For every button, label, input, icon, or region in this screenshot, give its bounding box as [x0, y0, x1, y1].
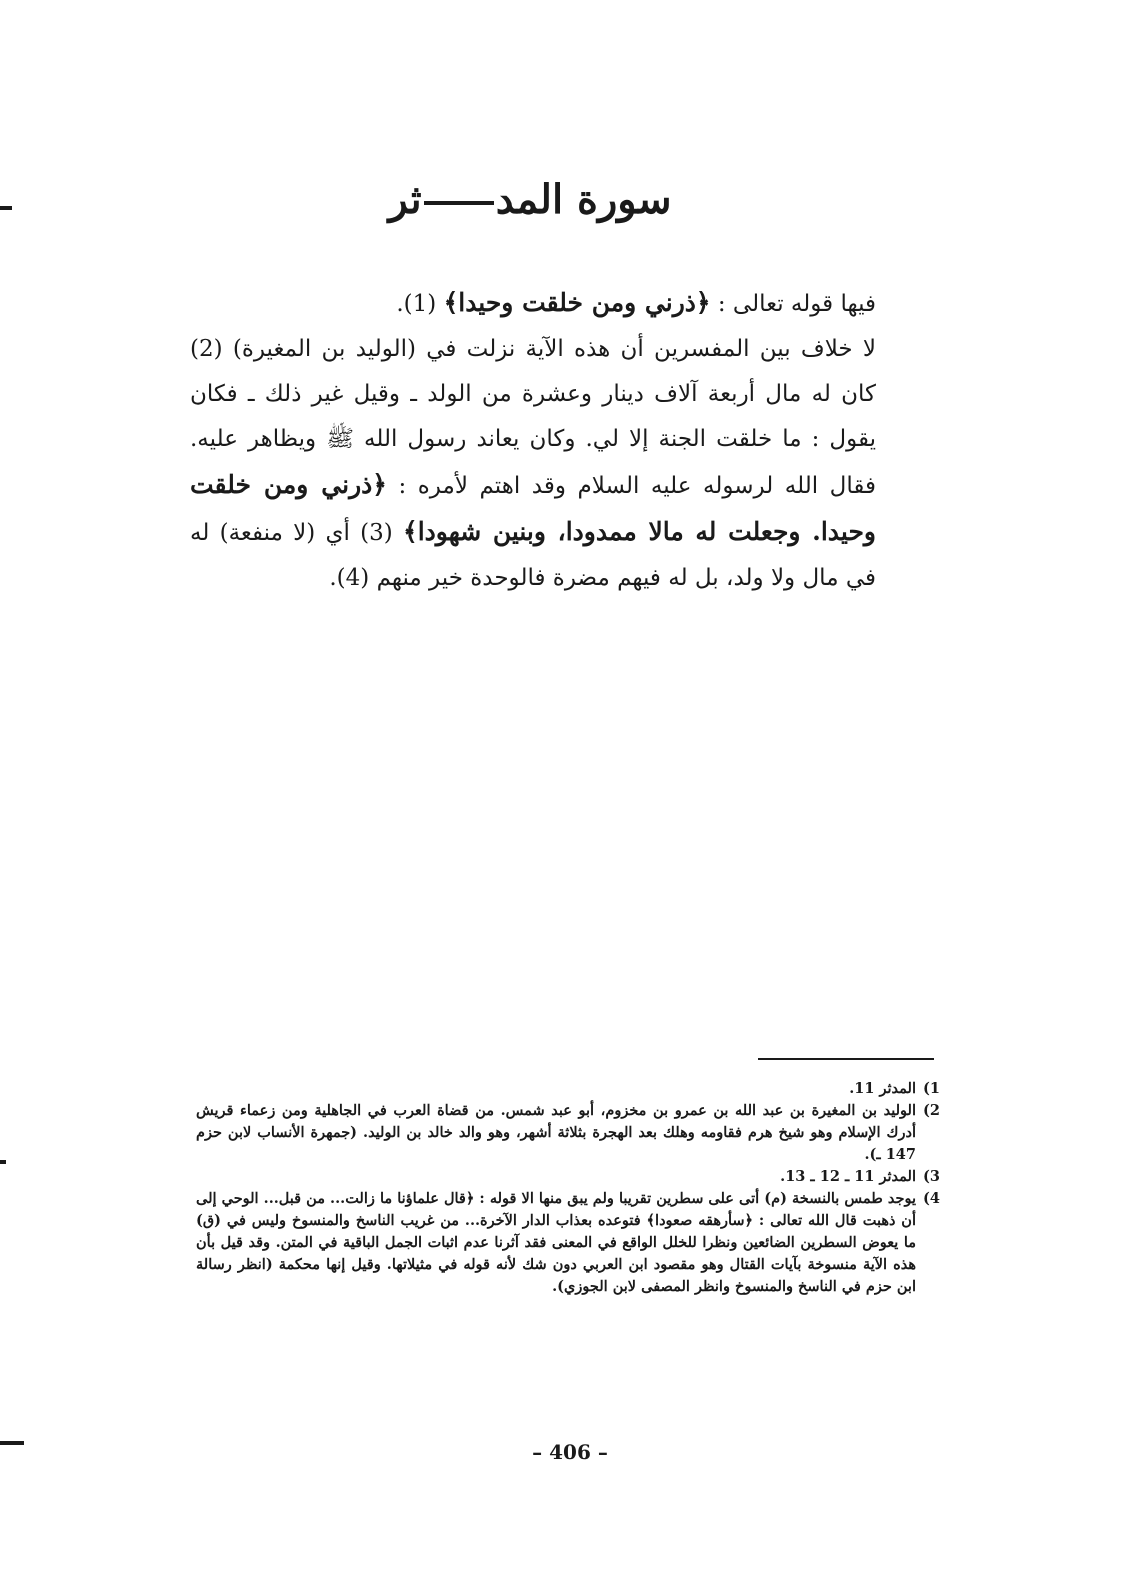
footnote-4 [196, 1188, 940, 1298]
intro-after: (1). [396, 291, 444, 317]
surah-title-end: ثر [388, 176, 422, 223]
footnote-text: المدثر 11. [849, 1080, 916, 1097]
title-kashida-stroke [424, 201, 494, 205]
footnote-number: 4) [923, 1190, 940, 1207]
commentary-before: لا خلاف بين المفسرين أن هذه الآية نزلت في (الوليد بن المغيرة) (2) كان له مال أربعة آلاف دينار وعشرة من الولد ـ وقيل غير ذلك ـ فكان يقول : ما خلقت الجنة إلا لي. وكان يعاند رسول الله ﷺ ويظاهر عليه. فقال الله لرسوله عليه السلام وقد اهتم لأمره : [190, 336, 876, 499]
footnote-text: الوليد بن المغيرة بن عبد الله بن عمرو بن مخزوم، أبو عبد شمس. من قضاة العرب في الجاهلية ومن زعماء قريش أدرك الإسلام وهو شيخ هرم فقاومه وهلك بعد الهجرة بثلاثة أشهر، وهو والد خالد بن الوليد. (جمهرة الأنساب لابن حزم 147 ـ). [196, 1102, 916, 1163]
footnote-number: 2) [923, 1102, 940, 1119]
intro-verse: ﴿ذرني ومن خلقت وحيدا﴾ [443, 288, 711, 317]
footnotes [196, 1078, 940, 1298]
page-number: – 406 – [532, 1440, 608, 1464]
commentary-verse: ﴿ذرني ومن خلقت وحيدا. وجعلت له مالا ممدودا، وبنين شهودا﴾ [190, 470, 876, 546]
footnote-divider [758, 1058, 934, 1060]
intro-paragraph [190, 280, 934, 327]
surah-title-start: سورة المد [495, 176, 672, 223]
scan-edge-mark [0, 206, 12, 210]
footnote-number: 3) [923, 1168, 940, 1185]
footnote-text: المدثر 11 ـ 12 ـ 13. [780, 1168, 916, 1185]
footnote-2 [196, 1100, 940, 1166]
surah-title [380, 178, 680, 222]
commentary-paragraph [190, 327, 934, 601]
footnote-number: 1) [923, 1080, 940, 1097]
intro-before: فيها قوله تعالى : [710, 291, 876, 317]
footnote-3 [196, 1166, 940, 1188]
scan-edge-mark [0, 1441, 24, 1445]
scan-edge-mark [0, 1160, 6, 1164]
main-text [190, 280, 934, 601]
footnote-text: يوجد طمس بالنسخة (م) أتى على سطرين تقريبا ولم يبق منها الا قوله : ﴿قال علماؤنا ما زالت... من قبل... الوحي إلى أن ذهبت قال الله تعالى : ﴿سأرهقه صعودا﴾ فتوعده بعذاب الدار الآخرة... من غريب الناسخ والمنسوخ وليس في (ق) ما يعوض السطرين الضائعين ونظرا للخلل الواقع في المعنى فقد آثرنا عدم اثبات الجمل الباقية في المتن. وقد قيل بأن هذه الآية منسوخة بآيات القتال وهو مقصود ابن العربي دون شك لأنه قوله في مثيلاتها. وقيل إنها محكمة (انظر رسالة ابن حزم في الناسخ والمنسوخ وانظر المصفى لابن الجوزي). [196, 1190, 916, 1295]
commentary-after: (3) أي (لا منفعة) له في مال ولا ولد، بل له فيهم مضرة فالوحدة خير منهم (4). [190, 520, 876, 591]
footnote-1 [196, 1078, 940, 1100]
